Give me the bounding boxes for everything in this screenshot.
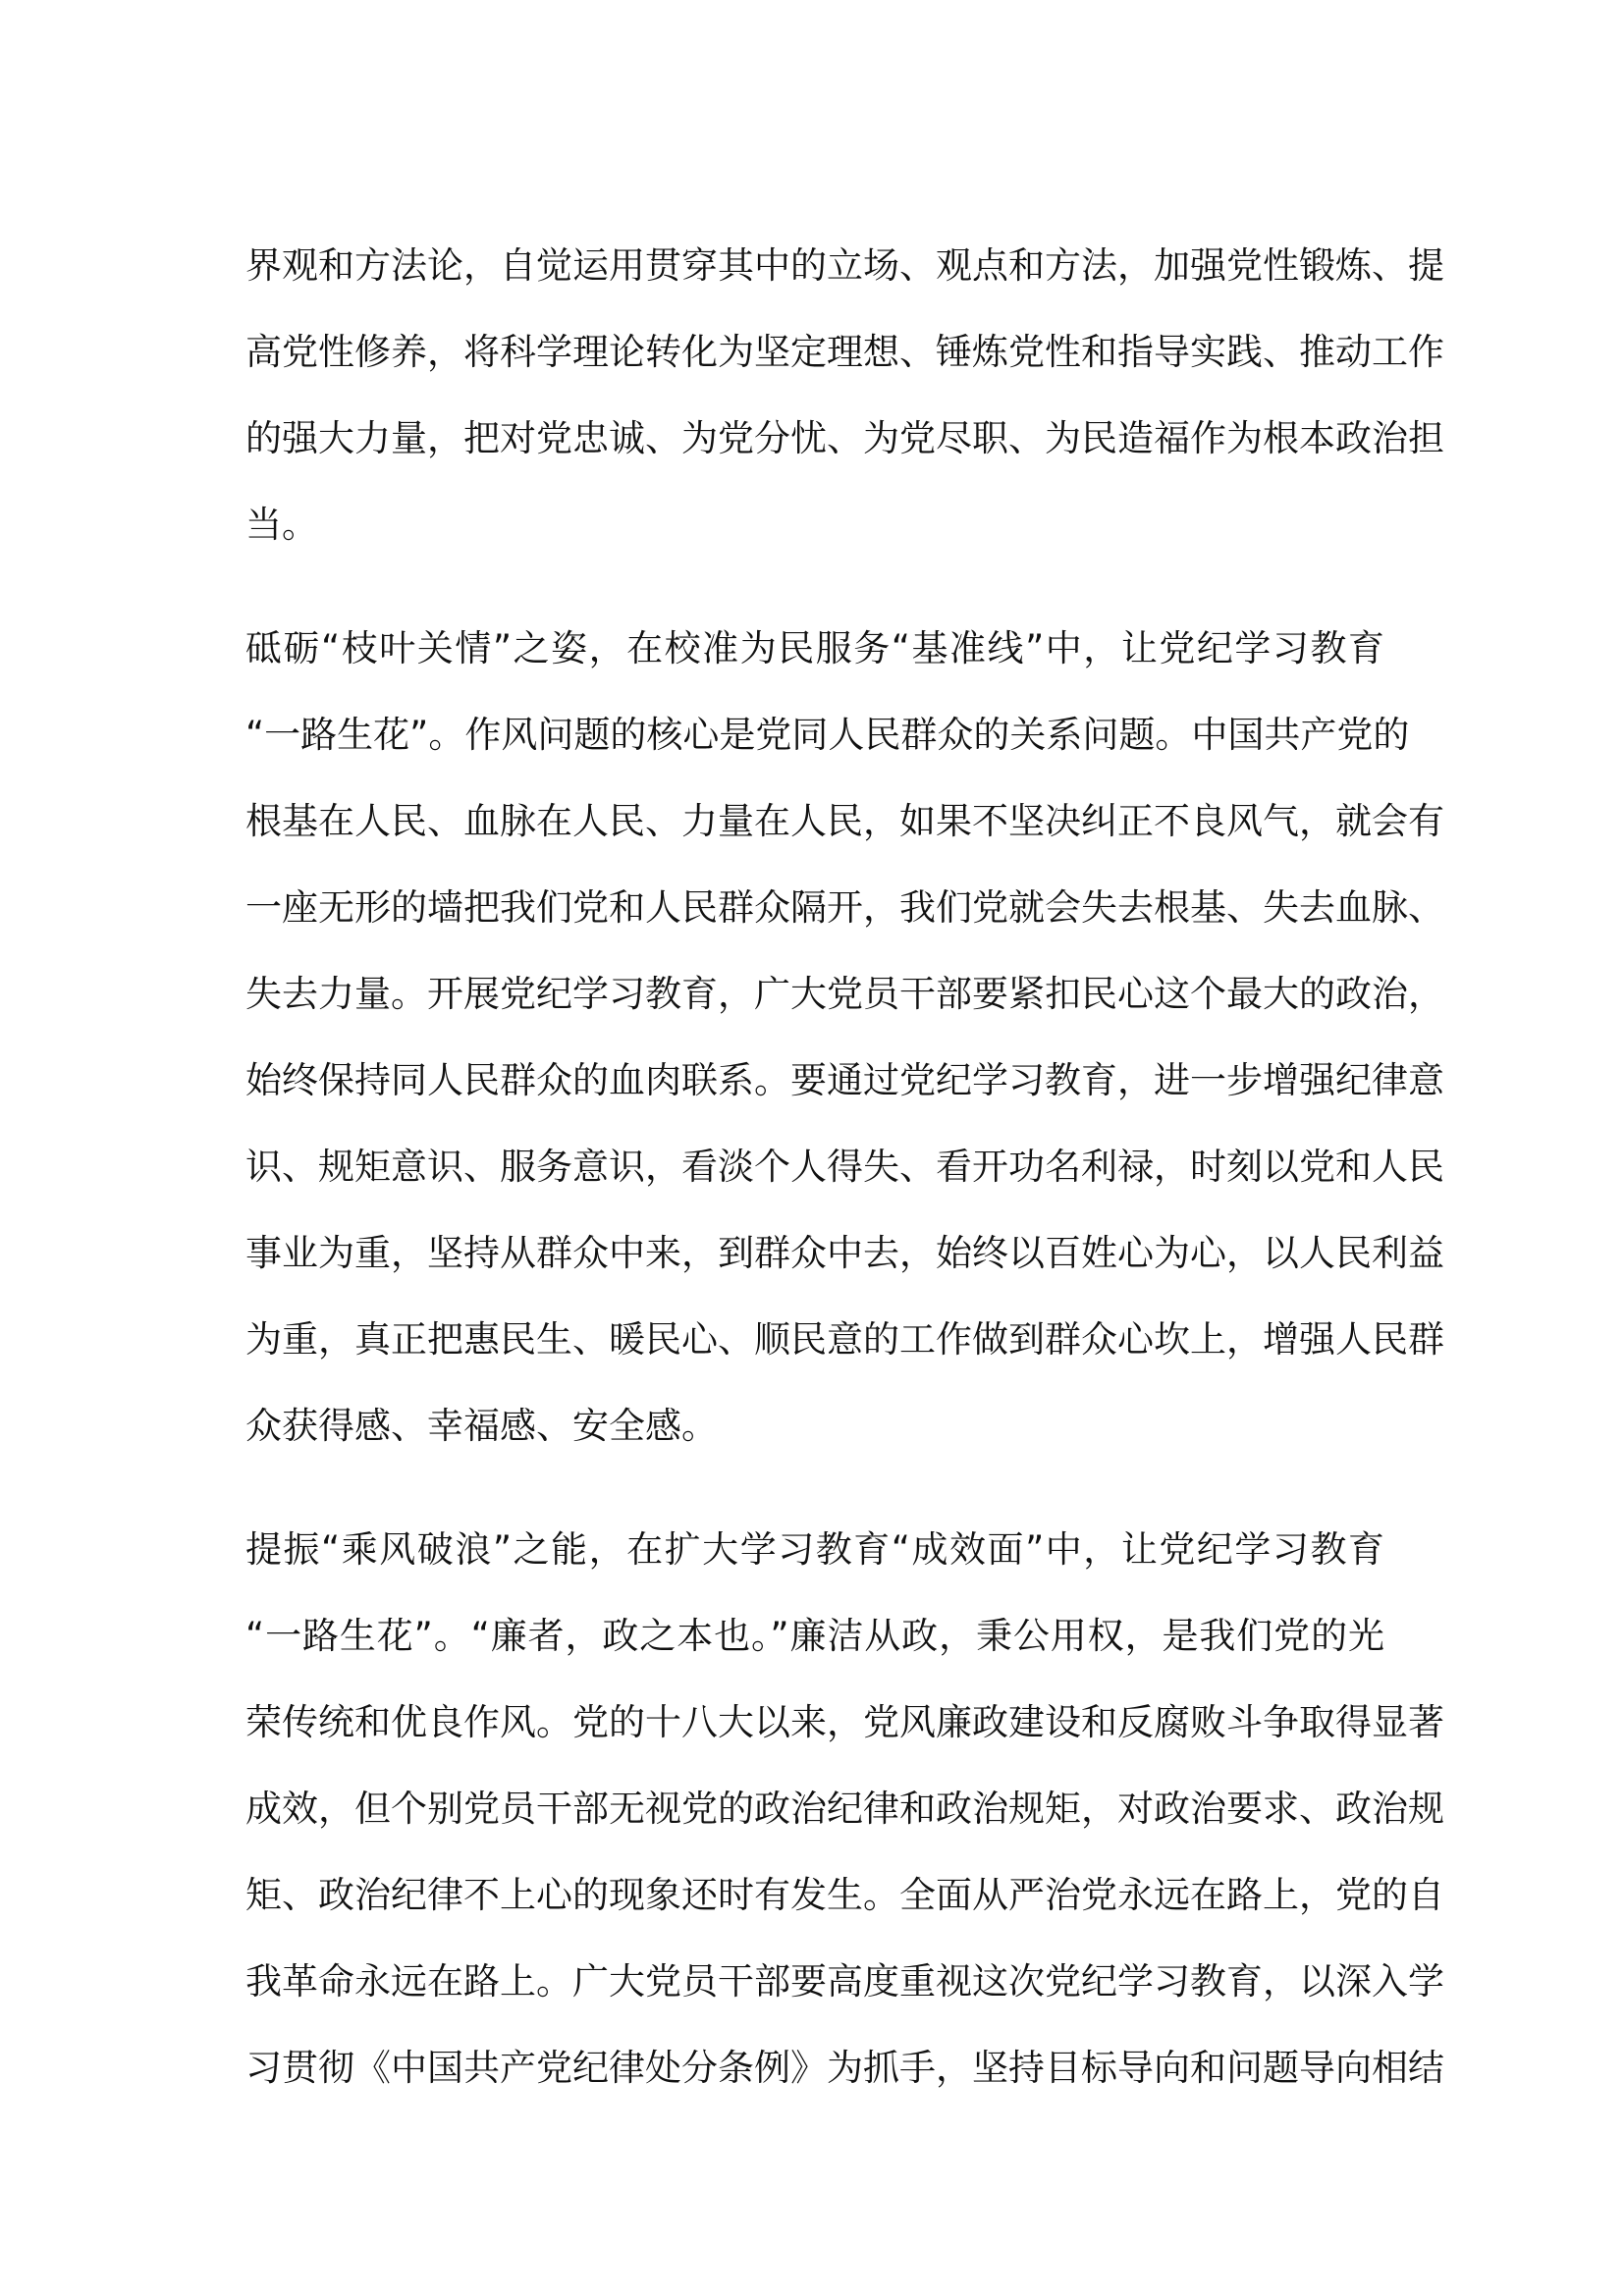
text-line: 当。 <box>245 504 318 546</box>
text-line: 为重，真正把惠民生、暖民心、顺民意的工作做到群众心坎上，增强人民群 <box>245 1318 1444 1361</box>
text-line: 矩、政治纪律不上心的现象还时有发生。全面从严治党永远在路上，党的自 <box>245 1874 1444 1916</box>
text-line: 失去力量。开展党纪学习教育，广大党员干部要紧扣民心这个最大的政治， <box>245 973 1444 1015</box>
text-line: 提振“乘风破浪”之能，在扩大学习教育“成效面”中，让党纪学习教育 <box>245 1528 1384 1571</box>
text-line: 我革命永远在路上。广大党员干部要高度重视这次党纪学习教育，以深入学 <box>245 1960 1444 2002</box>
text-line: 始终保持同人民群众的血肉联系。要通过党纪学习教育，进一步增强纪律意 <box>245 1059 1444 1101</box>
text-line: 成效，但个别党员干部无视党的政治纪律和政治规矩，对政治要求、政治规 <box>245 1788 1444 1830</box>
text-line: “一路生花”。“廉者，政之本也。”廉洁从政，秉公用权，是我们党的光 <box>245 1615 1384 1657</box>
text-line: 根基在人民、血脉在人民、力量在人民，如果不坚决纠正不良风气，就会有 <box>245 800 1444 842</box>
text-line: 界观和方法论，自觉运用贯穿其中的立场、观点和方法，加强党性锻炼、提 <box>245 244 1444 287</box>
paragraph-2 <box>245 606 1444 1469</box>
text-line: 识、规矩意识、服务意识，看淡个人得失、看开功名利禄，时刻以党和人民 <box>245 1146 1444 1188</box>
document-body <box>245 223 1444 2149</box>
text-line: 习贯彻《中国共产党纪律处分条例》为抓手，坚持目标导向和问题导向相结 <box>245 2047 1444 2089</box>
paragraph-3 <box>245 1507 1444 2111</box>
text-line: 一座无形的墙把我们党和人民群众隔开，我们党就会失去根基、失去血脉、 <box>245 886 1444 929</box>
text-line: 荣传统和优良作风。党的十八大以来，党风廉政建设和反腐败斗争取得显著 <box>245 1701 1444 1743</box>
text-line: 砥砺“枝叶关情”之姿，在校准为民服务“基准线”中，让党纪学习教育 <box>245 627 1384 669</box>
paragraph-1 <box>245 223 1444 568</box>
text-line: “一路生花”。作风问题的核心是党同人民群众的关系问题。中国共产党的 <box>245 714 1410 756</box>
text-line: 高党性修养，将科学理论转化为坚定理想、锤炼党性和指导实践、推动工作 <box>245 331 1444 373</box>
text-line: 事业为重，坚持从群众中来，到群众中去，始终以百姓心为心，以人民利益 <box>245 1232 1444 1274</box>
text-line: 的强大力量，把对党忠诚、为党分忧、为党尽职、为民造福作为根本政治担 <box>245 417 1444 459</box>
text-line: 众获得感、幸福感、安全感。 <box>245 1405 718 1447</box>
